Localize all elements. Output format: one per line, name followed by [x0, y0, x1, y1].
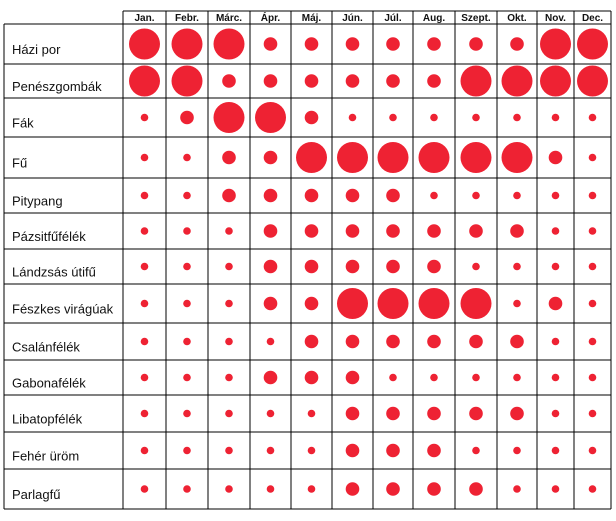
bubble-mark	[469, 335, 483, 349]
bubble-mark	[337, 142, 368, 173]
bubble-mark	[346, 224, 360, 238]
bubble-mark	[427, 444, 441, 458]
bubble-mark	[305, 37, 319, 51]
bubble-mark	[183, 374, 191, 382]
bubble-mark	[346, 444, 360, 458]
bubble-mark	[540, 66, 571, 97]
bubble-mark	[389, 374, 397, 382]
bubble-mark	[552, 485, 560, 493]
bubble-mark	[577, 66, 608, 97]
bubble-mark	[389, 114, 397, 122]
bubble-mark	[386, 482, 400, 496]
bubble-mark	[264, 37, 278, 51]
row-label: Csalánfélék	[12, 339, 80, 355]
bubble-mark	[225, 410, 233, 418]
row-label: Fészkes virágúak	[12, 301, 114, 317]
bubble-mark	[513, 447, 521, 455]
bubble-mark	[589, 114, 597, 122]
bubble-mark	[141, 227, 149, 235]
bubble-mark	[308, 485, 316, 493]
month-label: Márc.	[215, 13, 243, 24]
bubble-mark	[469, 37, 483, 51]
bubble-mark	[577, 29, 608, 60]
bubble-mark	[141, 447, 149, 455]
bubble-mark	[461, 66, 492, 97]
bubble-mark	[427, 260, 441, 274]
bubble-mark	[183, 154, 191, 162]
bubble-mark	[346, 189, 360, 203]
bubble-mark	[469, 482, 483, 496]
bubble-mark	[264, 224, 278, 238]
bubble-mark	[141, 192, 149, 200]
bubble-mark	[225, 338, 233, 346]
bubble-mark	[419, 288, 450, 319]
bubble-marks	[129, 29, 608, 496]
row-label: Fehér üröm	[12, 448, 80, 464]
bubble-mark	[472, 263, 480, 271]
bubble-mark	[346, 482, 360, 496]
bubble-mark	[549, 297, 563, 311]
bubble-mark	[183, 192, 191, 200]
bubble-mark	[346, 37, 360, 51]
bubble-mark	[141, 485, 149, 493]
bubble-mark	[264, 74, 278, 88]
month-label: Jún.	[342, 13, 363, 24]
row-label-column	[12, 42, 114, 502]
bubble-mark	[386, 189, 400, 203]
bubble-mark	[264, 151, 278, 165]
row-label: Fű	[12, 155, 28, 171]
bubble-mark	[510, 407, 524, 421]
bubble-mark	[513, 192, 521, 200]
bubble-mark	[183, 410, 191, 418]
bubble-mark	[214, 29, 245, 60]
bubble-mark	[472, 447, 480, 455]
bubble-mark	[378, 142, 409, 173]
row-label: Fák	[12, 115, 34, 131]
bubble-mark	[589, 447, 597, 455]
bubble-mark	[549, 151, 563, 165]
bubble-mark	[222, 151, 236, 165]
row-label: Házi por	[12, 42, 61, 57]
bubble-mark	[540, 29, 571, 60]
bubble-mark	[349, 114, 357, 122]
bubble-mark	[129, 29, 160, 60]
month-label: Nov.	[545, 13, 566, 24]
bubble-mark	[510, 37, 524, 51]
bubble-mark	[180, 111, 194, 125]
bubble-mark	[510, 224, 524, 238]
bubble-mark	[346, 371, 360, 385]
bubble-mark	[225, 263, 233, 271]
bubble-mark	[386, 224, 400, 238]
row-label: Parlagfű	[12, 487, 61, 502]
bubble-mark	[183, 300, 191, 308]
bubble-mark	[427, 224, 441, 238]
bubble-mark	[172, 66, 203, 97]
bubble-mark	[502, 142, 533, 173]
bubble-mark	[589, 263, 597, 271]
bubble-mark	[225, 300, 233, 308]
bubble-mark	[386, 335, 400, 349]
bubble-mark	[141, 154, 149, 162]
bubble-mark	[183, 338, 191, 346]
bubble-mark	[264, 189, 278, 203]
bubble-mark	[267, 338, 275, 346]
bubble-mark	[264, 297, 278, 311]
bubble-mark	[510, 335, 524, 349]
bubble-mark	[305, 111, 319, 125]
row-label: Pázsitfűfélék	[12, 229, 86, 244]
bubble-mark	[172, 29, 203, 60]
row-label: Lándzsás útifű	[12, 264, 96, 280]
bubble-mark	[513, 114, 521, 122]
bubble-mark	[267, 485, 275, 493]
bubble-mark	[472, 374, 480, 382]
bubble-mark	[214, 102, 245, 133]
bubble-mark	[469, 407, 483, 421]
bubble-mark	[305, 335, 319, 349]
month-label: Ápr.	[260, 13, 281, 24]
bubble-mark	[552, 227, 560, 235]
row-label: Penészgombák	[12, 79, 102, 94]
row-label: Pitypang	[12, 193, 63, 209]
bubble-mark	[589, 192, 597, 200]
bubble-mark	[461, 142, 492, 173]
bubble-mark	[141, 374, 149, 382]
bubble-mark	[141, 300, 149, 308]
month-header-row	[134, 11, 603, 24]
bubble-mark	[222, 74, 236, 88]
bubble-mark	[589, 374, 597, 382]
bubble-mark	[552, 114, 560, 122]
bubble-mark	[305, 224, 319, 238]
bubble-mark	[267, 447, 275, 455]
month-label: Júl.	[384, 13, 402, 24]
bubble-mark	[225, 485, 233, 493]
bubble-mark	[346, 260, 360, 274]
bubble-mark	[337, 288, 368, 319]
bubble-mark	[430, 192, 438, 200]
bubble-mark	[552, 410, 560, 418]
bubble-mark	[183, 447, 191, 455]
bubble-mark	[552, 263, 560, 271]
bubble-mark	[589, 300, 597, 308]
bubble-mark	[552, 447, 560, 455]
bubble-mark	[552, 338, 560, 346]
month-label: Szept.	[461, 13, 491, 24]
bubble-mark	[222, 189, 236, 203]
bubble-mark	[589, 227, 597, 235]
bubble-mark	[225, 447, 233, 455]
row-label: Gabonafélék	[12, 375, 86, 391]
bubble-mark	[469, 224, 483, 238]
bubble-mark	[386, 37, 400, 51]
bubble-mark	[346, 74, 360, 88]
bubble-mark	[141, 338, 149, 346]
month-label: Máj.	[301, 13, 322, 24]
bubble-mark	[472, 114, 480, 122]
bubble-mark	[427, 407, 441, 421]
bubble-mark	[305, 189, 319, 203]
bubble-mark	[427, 335, 441, 349]
bubble-mark	[386, 407, 400, 421]
bubble-mark	[264, 371, 278, 385]
bubble-mark	[386, 260, 400, 274]
bubble-mark	[346, 407, 360, 421]
bubble-mark	[255, 102, 286, 133]
bubble-mark	[552, 192, 560, 200]
bubble-mark	[305, 74, 319, 88]
bubble-mark	[430, 114, 438, 122]
row-label: Libatopfélék	[12, 411, 83, 427]
bubble-mark	[305, 297, 319, 311]
month-label: Okt.	[507, 13, 527, 24]
month-label: Jan.	[134, 13, 155, 24]
bubble-mark	[427, 74, 441, 88]
bubble-mark	[502, 66, 533, 97]
month-label: Dec.	[581, 13, 604, 24]
bubble-mark	[129, 66, 160, 97]
bubble-mark	[225, 227, 233, 235]
bubble-mark	[308, 447, 316, 455]
bubble-mark	[378, 288, 409, 319]
bubble-mark	[308, 410, 316, 418]
bubble-mark	[589, 410, 597, 418]
bubble-mark	[346, 335, 360, 349]
bubble-mark	[589, 154, 597, 162]
bubble-mark	[552, 374, 560, 382]
bubble-mark	[589, 485, 597, 493]
bubble-mark	[419, 142, 450, 173]
month-label: Febr.	[175, 13, 199, 24]
bubble-mark	[183, 263, 191, 271]
bubble-mark	[141, 263, 149, 271]
bubble-mark	[225, 374, 233, 382]
bubble-mark	[589, 338, 597, 346]
bubble-mark	[141, 410, 149, 418]
bubble-mark	[305, 260, 319, 274]
bubble-mark	[513, 485, 521, 493]
bubble-mark	[461, 288, 492, 319]
bubble-mark	[430, 374, 438, 382]
bubble-mark	[141, 114, 149, 122]
bubble-mark	[267, 410, 275, 418]
bubble-mark	[472, 192, 480, 200]
bubble-mark	[513, 300, 521, 308]
bubble-mark	[513, 374, 521, 382]
bubble-mark	[427, 482, 441, 496]
bubble-mark	[427, 37, 441, 51]
bubble-mark	[386, 74, 400, 88]
bubble-mark	[264, 260, 278, 274]
bubble-mark	[305, 371, 319, 385]
bubble-mark	[183, 485, 191, 493]
bubble-mark	[296, 142, 327, 173]
bubble-mark	[513, 263, 521, 271]
bubble-mark	[183, 227, 191, 235]
bubble-mark	[386, 444, 400, 458]
month-label: Aug.	[422, 13, 446, 24]
